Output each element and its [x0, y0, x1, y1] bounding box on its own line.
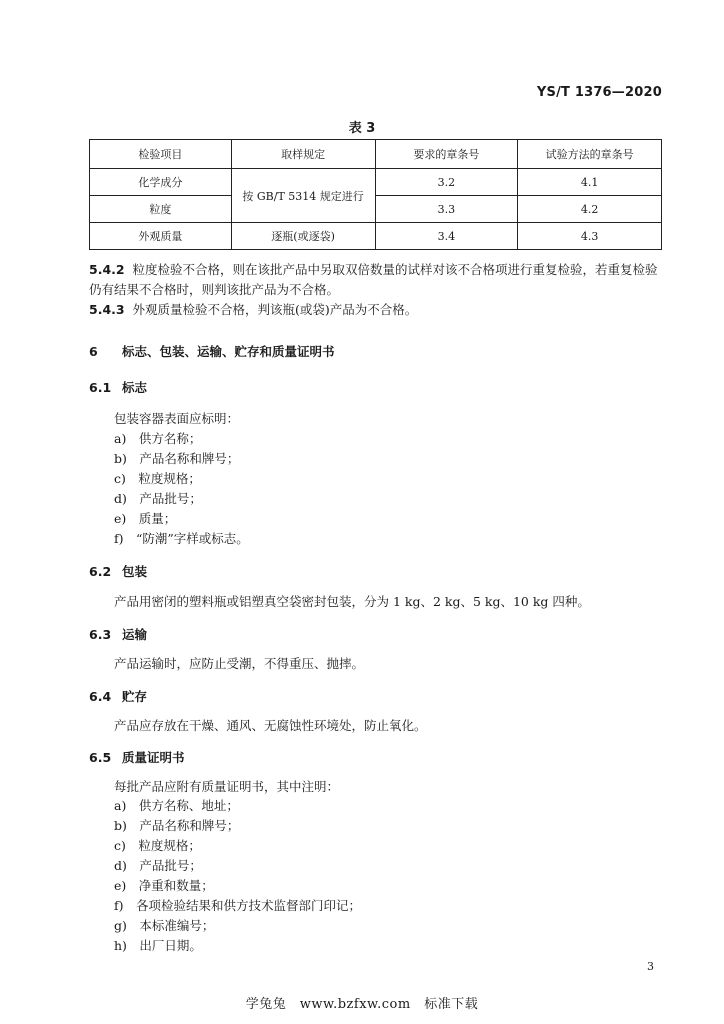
section-6-1-heading [89, 378, 147, 396]
list-item: c) 粒度规格； [114, 838, 201, 853]
section-6-4-heading [89, 687, 147, 705]
section-title: 运输 [122, 627, 148, 642]
table-cell: 4.2 [518, 196, 662, 223]
table-header-cell: 试验方法的章条号 [518, 140, 662, 169]
table-cell: 4.1 [518, 169, 662, 196]
section-number: 6.5 [89, 750, 112, 765]
table-header-cell: 取样规定 [231, 140, 375, 169]
section-number: 6.4 [89, 689, 112, 704]
section-number: 6.1 [89, 380, 112, 395]
section-title: 标志、包装、运输、贮存和质量证明书 [122, 344, 335, 359]
clause-number: 5.4.3 [89, 302, 125, 317]
table-cell: 外观质量 [90, 223, 232, 250]
list-item: a) 供方名称； [114, 431, 202, 446]
list-item: e) 质量； [114, 511, 177, 526]
section-6-5-heading [89, 748, 185, 766]
table-header-cell: 要求的章条号 [375, 140, 518, 169]
table-row [90, 196, 662, 223]
section-title: 包装 [122, 564, 148, 579]
list-item: b) 产品名称和牌号； [114, 818, 240, 833]
section-number: 6.2 [89, 564, 112, 579]
clause-5-4-3 [89, 301, 417, 318]
inspection-table [89, 139, 662, 250]
table-header-row [90, 140, 662, 169]
paragraph: 产品应存放在干燥、通风、无腐蚀性环境处，防止氧化。 [114, 718, 427, 733]
section-title: 标志 [122, 380, 148, 395]
table-cell: 逐瓶(或逐袋) [231, 223, 375, 250]
list-item: e) 净重和数量； [114, 878, 214, 893]
clause-number: 5.4.2 [89, 262, 125, 277]
table-header-cell: 检验项目 [90, 140, 232, 169]
table-cell: 按 GB/T 5314 规定进行 [231, 169, 375, 223]
section-number: 6 [89, 344, 98, 359]
watermark-footer: 学兔兔 www.bzfxw.com 标准下载 [245, 997, 479, 1012]
clause-5-4-2-line2: 仍有结果不合格时，则判该批产品为不合格。 [89, 282, 340, 297]
table-cell: 3.4 [375, 223, 518, 250]
section-6-2-heading [89, 562, 147, 580]
list-item: f) 各项检验结果和供方技术监督部门印记； [114, 898, 362, 913]
paragraph: 产品运输时，应防止受潮，不得重压、抛摔。 [114, 656, 365, 671]
list-item: d) 产品批号； [114, 491, 202, 506]
section-number: 6.3 [89, 627, 112, 642]
paragraph: 产品用密闭的塑料瓶或铝塑真空袋密封包装，分为 1 kg、2 kg、5 kg、10 kg 四种。 [114, 594, 590, 609]
list-item: d) 产品批号； [114, 858, 202, 873]
section-6-heading [89, 342, 335, 360]
list-item: b) 产品名称和牌号； [114, 451, 240, 466]
clause-5-4-2-line1 [89, 261, 658, 278]
list-item: g) 本标准编号； [114, 918, 215, 933]
table-title: 表 3 [348, 121, 376, 136]
table-cell: 化学成分 [90, 169, 232, 196]
table-cell: 4.3 [518, 223, 662, 250]
standard-code: YS/T 1376—2020 [536, 85, 662, 100]
table-row [90, 223, 662, 250]
list-item: c) 粒度规格； [114, 471, 201, 486]
section-title: 质量证明书 [122, 750, 185, 765]
table-cell: 粒度 [90, 196, 232, 223]
paragraph: 每批产品应附有质量证明书，其中注明： [114, 779, 340, 794]
section-6-3-heading [89, 625, 147, 643]
table-row [90, 169, 662, 196]
page-number: 3 [647, 960, 654, 973]
list-item: h) 出厂日期。 [114, 938, 202, 953]
clause-text: 粒度检验不合格，则在该批产品中另取双倍数量的试样对该不合格项进行重复检验，若重复检验 [132, 262, 658, 277]
list-item: a) 供方名称、地址； [114, 798, 239, 813]
clause-text: 外观质量检验不合格，判该瓶(或袋)产品为不合格。 [132, 302, 418, 317]
paragraph: 包装容器表面应标明： [114, 411, 240, 426]
section-title: 贮存 [122, 689, 148, 704]
table-cell: 3.2 [375, 169, 518, 196]
list-item: f) “防潮”字样或标志。 [114, 531, 249, 546]
table-cell: 3.3 [375, 196, 518, 223]
